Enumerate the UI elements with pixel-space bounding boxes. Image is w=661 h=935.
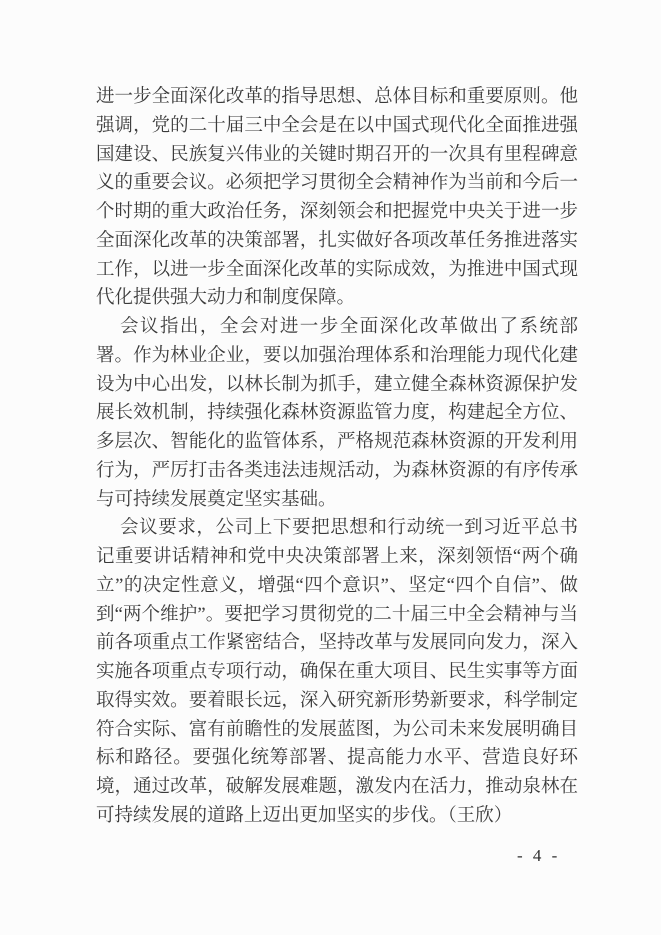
paragraph-continued: 进一步全面深化改革的指导思想、总体目标和重要原则。他强调，党的二十届三中全会是在以中国式现代化全面推进强国建设、民族复兴伟业的关键时期召开的一次具有里程碑意义的重要会议。必须把学习贯彻全会精神作为当前和今后一个时期的重大政治任务，深刻领会和把握党中央关于进一步全面深化改革的决策部署，扎实做好各项改革任务推进落实工作，以进一步全面深化改革的实际成效，为推进中国式现代化提供强大动力和制度保障。: [96, 87, 578, 309]
page-number: - 4 -: [517, 846, 561, 865]
paragraph-meeting-requirements: 会议要求，公司上下要把思想和行动统一到习近平总书记重要讲话精神和党中央决策部署上来，深刻领悟“两个确立”的决定性意义，增强“四个意识”、坚定“四个自信”、做到“两个维护”。要把学习贯彻党的二十届三中全会精神与当前各项重点工作紧密结合，坚持改革与发展同向发力，深入实施各项重点专项行动，确保在重大项目、民生实事等方面取得实效。要着眼长远，深入研究新形势新要求，科学制定符合实际、富有前瞻性的发展蓝图，为公司未来发展明确目标和路径。要强化统筹部署、提高能力水平、营造良好环境，通过改革，破解发展难题，激发内在活力，推动泉林在可持续发展的道路上迈出更加坚实的步伐。（王欣）: [96, 518, 578, 826]
paragraph-meeting-points: 会议指出，全会对进一步全面深化改革做出了系统部署。作为林业企业，要以加强治理体系和治理能力现代化建设为中心出发，以林长制为抓手，建立健全森林资源保护发展长效机制，持续强化森林资源监管力度，构建起全方位、多层次、智能化的监管体系，严格规范森林资源的开发利用行为，严厉打击各类违法违规活动，为森林资源的有序传承与可持续发展奠定坚实基础。: [96, 317, 578, 510]
document-body: [96, 83, 578, 831]
